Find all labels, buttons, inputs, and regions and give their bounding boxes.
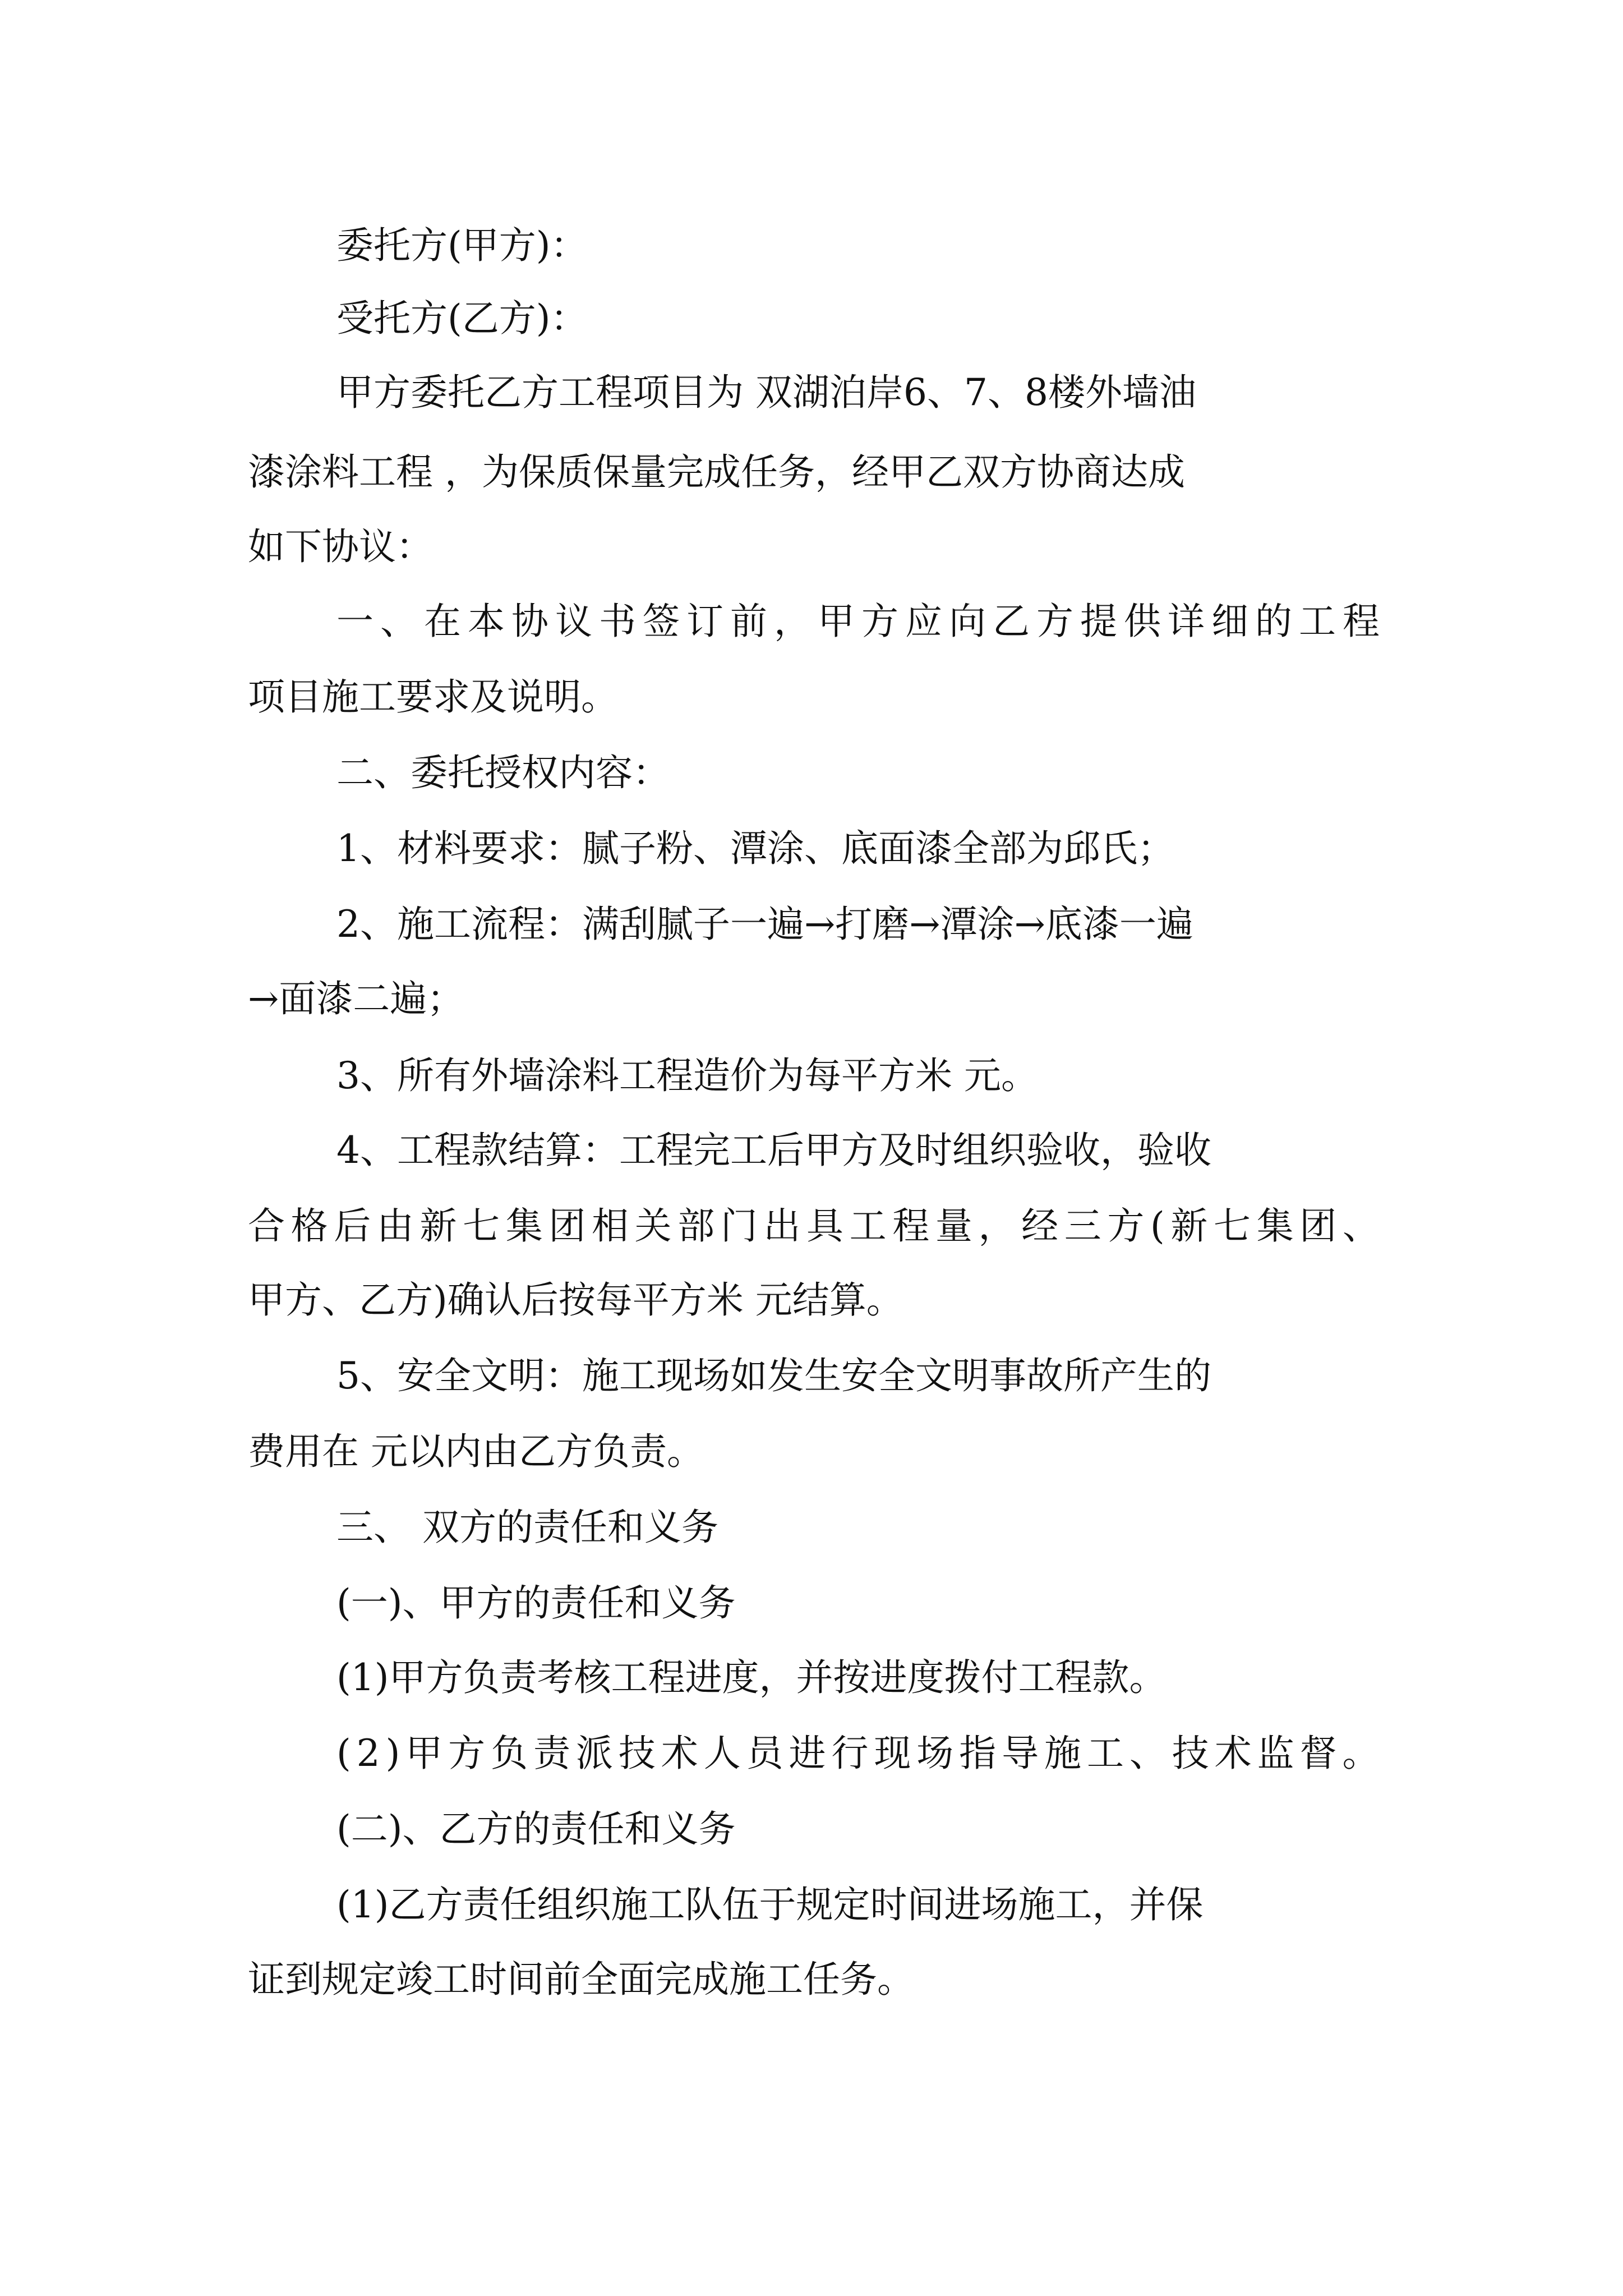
paragraph-line: 甲方委托乙方工程项目为 双湖泊岸6、7、8楼外墙油 — [336, 371, 1196, 414]
paragraph-line: 二、委托授权内容： — [336, 751, 670, 794]
paragraph-line: 费用在 元以内由乙方负责。 — [248, 1430, 704, 1473]
paragraph-line: 三、 双方的责任和义务 — [336, 1506, 718, 1549]
paragraph-line: 甲方、乙方)确认后按每平方米 元结算。 — [248, 1278, 903, 1322]
paragraph-line: 一、在本协议书签订前，甲方应向乙方提供详细的工程 — [336, 600, 1386, 643]
paragraph-line: 如下协议： — [248, 525, 433, 568]
paragraph-line: 漆涂料工程 ，为保质保量完成任务，经甲乙双方协商达成 — [248, 450, 1185, 494]
paragraph-line: 3、所有外墙涂料工程造价为每平方米 元。 — [336, 1054, 1038, 1097]
paragraph-line: (2)甲方负责派技术人员进行现场指导施工、技术监督。 — [336, 1732, 1385, 1775]
paragraph-line: →面漆二遍； — [248, 977, 464, 1020]
paragraph-line: 项目施工要求及说明。 — [248, 675, 618, 719]
paragraph-line: 委托方(甲方)： — [336, 224, 588, 267]
paragraph-line: (1)乙方责任组织施工队伍于规定时间进场施工，并保 — [336, 1883, 1204, 1926]
paragraph-line: 受托方(乙方)： — [336, 297, 588, 340]
paragraph-line: 4、工程款结算：工程完工后甲方及时组织验收，验收 — [336, 1129, 1211, 1172]
paragraph-line: 证到规定竣工时间前全面完成施工任务。 — [248, 1958, 914, 2001]
paragraph-line: 1、材料要求：腻子粉、潭涂、底面漆全部为邱氏； — [336, 827, 1174, 870]
paragraph-line: 5、安全文明：施工现场如发生安全文明事故所产生的 — [336, 1354, 1211, 1397]
paragraph-line: (二)、乙方的责任和义务 — [336, 1807, 736, 1851]
paragraph-line: (1)甲方负责考核工程进度，并按进度拨付工程款。 — [336, 1656, 1166, 1699]
paragraph-line: 2、施工流程：满刮腻子一遍→打磨→潭涂→底漆一遍 — [336, 903, 1193, 946]
paragraph-line: (一)、甲方的责任和义务 — [336, 1581, 736, 1625]
paragraph-line: 合格后由新七集团相关部门出具工程量，经三方(新七集团、 — [248, 1204, 1386, 1248]
